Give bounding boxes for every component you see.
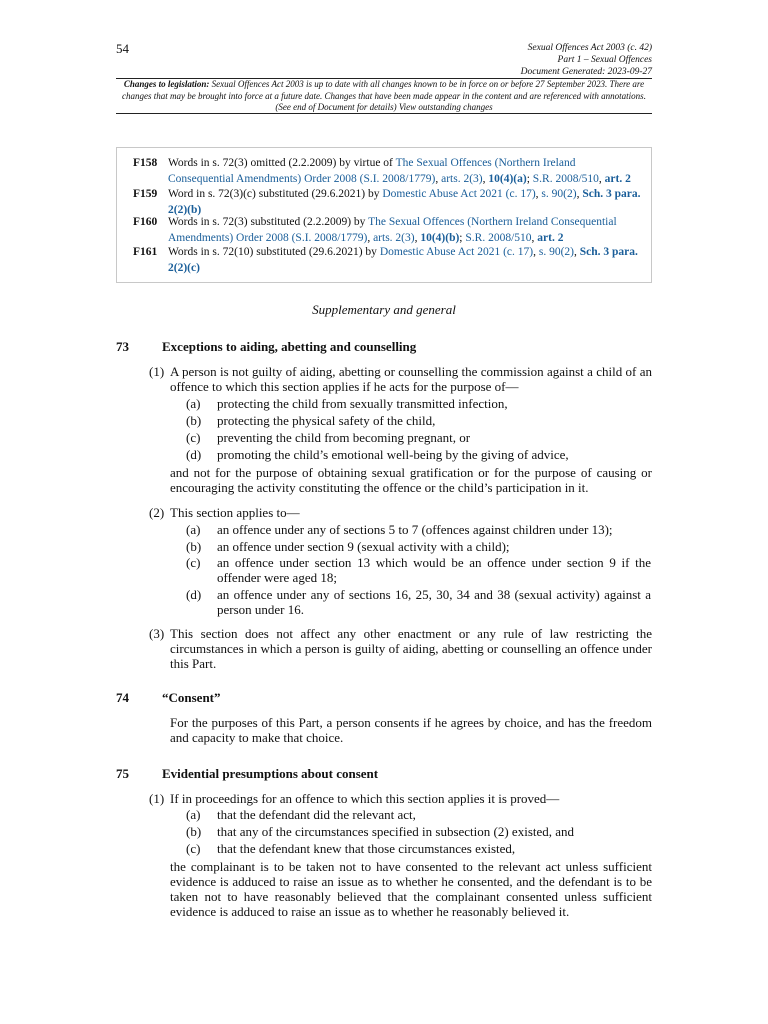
running-header — [521, 42, 652, 78]
annotation-run: ; — [459, 231, 466, 244]
changes-notice — [116, 79, 652, 114]
view-outstanding-changes-link[interactable]: View outstanding changes — [398, 102, 493, 112]
citation-link[interactable]: Sch. 3 para. 2(2)(c) — [168, 246, 638, 274]
annotation-text — [133, 187, 643, 218]
citation-link[interactable]: S.R. 2008/510 — [532, 172, 599, 185]
annotation-run: Words in s. 72(10) substituted (29.6.2021) by — [168, 246, 380, 258]
citation-link[interactable]: Domestic Abuse Act 2021 (c. 17) — [382, 188, 536, 200]
s73-1-item-text: promoting the child’s emotional well-being by the giving of advice, — [217, 447, 569, 462]
s75-subsection-1-tail: the complainant is to be taken not to have consented to the relevant act unless sufficient evidence is adduced to raise an issue as to whether he consented, and the defendant is to be taken not to have reasonably believed that the complainant consented unless sufficient evidence is adduced to raise an issue as to whether he reasonably believed it. — [170, 859, 652, 919]
annotation-text — [133, 215, 643, 246]
section-73-title: Exceptions to aiding, abetting and counselling — [162, 339, 417, 354]
s73-2-item-text: an offence under section 13 which would be an offence under section 9 if the offender were aged 18; — [217, 555, 651, 585]
section-74-number: 74 — [116, 690, 129, 705]
s73-1-item-letter: (a) — [186, 396, 201, 411]
notice-text: Sexual Offences Act 2003 is up to date with all changes known to be in force on or before 27 September 2023. There are changes that may be brought into force at a future date. Changes that have been made appear in the content and are referenced with annotations. (See end of Document for details) — [122, 79, 646, 112]
section-73-number: 73 — [116, 339, 129, 354]
citation-link[interactable]: art. 2 — [537, 231, 564, 244]
annotation-f161 — [133, 245, 643, 276]
s75-1-item-text: that the defendant knew that those circumstances existed, — [217, 841, 516, 856]
s75-1-item-text: that any of the circumstances specified in subsection (2) existed, and — [217, 824, 575, 839]
citation-link[interactable]: arts. 2(3) — [441, 172, 483, 185]
s73-1-item-text: protecting the physical safety of the child, — [217, 413, 436, 428]
annotation-run: , — [482, 172, 489, 185]
citation-link[interactable]: The Sexual Offences (Northern Ireland Consequential Amendments) Order 2008 (S.I. 2008/1779) — [168, 157, 576, 185]
s73-2-item-text: an offence under any of sections 5 to 7 (offences against children under 13); — [217, 522, 613, 537]
s73-2-item-text: an offence under section 9 (sexual activity with a child); — [217, 539, 510, 554]
annotation-run: , — [531, 231, 538, 244]
annotation-run: , — [574, 246, 580, 258]
annotation-code: F160 — [133, 216, 158, 228]
annotation-run: , — [576, 188, 583, 200]
part-title: Part 1 – Sexual Offences — [557, 55, 652, 65]
page-number: 54 — [116, 41, 129, 56]
annotation-code: F158 — [133, 157, 158, 169]
s75-subsection-1-number: (1) — [149, 791, 165, 806]
annotation-f160 — [133, 215, 643, 246]
annotation-f159 — [133, 187, 643, 218]
annotation-run: , — [435, 172, 442, 185]
annotation-run: , — [598, 172, 605, 185]
s73-subsection-1-number: (1) — [149, 364, 165, 379]
annotation-text — [133, 156, 643, 187]
s75-1-item-letter: (c) — [186, 841, 201, 856]
citation-link[interactable]: S.R. 2008/510 — [465, 231, 532, 244]
annotation-run: , — [367, 231, 374, 244]
act-title: Sexual Offences Act 2003 (c. 42) — [527, 43, 652, 53]
s73-subsection-2-text: This section applies to— — [170, 505, 300, 520]
citation-link[interactable]: art. 2 — [604, 172, 631, 185]
s73-1-item-letter: (d) — [186, 447, 202, 462]
citation-link[interactable]: Domestic Abuse Act 2021 (c. 17) — [379, 246, 534, 258]
annotation-code: F159 — [133, 188, 158, 200]
s73-subsection-3-number: (3) — [149, 626, 165, 641]
s75-subsection-1-text: If in proceedings for an offence to which this section applies it is proved— — [170, 791, 560, 806]
annotation-run: , — [414, 231, 421, 244]
annotation-run: ; — [526, 172, 533, 185]
annotation-f158 — [133, 156, 643, 187]
s73-2-item-letter: (d) — [186, 587, 202, 602]
s73-2-item-text: an offence under any of sections 16, 25, 30, 34 and 38 (sexual activity) against a person under 16. — [217, 587, 651, 617]
s73-subsection-1-tail: and not for the purpose of obtaining sexual gratification or for the purpose of causing or encouraging the activity constituting the offence or the child’s participation in it. — [170, 465, 652, 495]
s73-2-item-letter: (a) — [186, 522, 201, 537]
citation-link[interactable]: arts. 2(3) — [373, 231, 415, 244]
s73-subsection-1-text: A person is not guilty of aiding, abetting or counselling the commission against a child of an offence to which this section applies if he acts for the purpose of— — [170, 364, 652, 394]
citation-link[interactable]: The Sexual Offences (Northern Ireland Consequential Amendments) Order 2008 (S.I. 2008/1779) — [168, 216, 617, 244]
annotation-run: Words in s. 72(3) substituted (2.2.2009) by — [168, 216, 369, 228]
s73-2-item-letter: (c) — [186, 555, 201, 570]
section-75-number: 75 — [116, 766, 129, 781]
citation-link[interactable]: Sch. 3 para. 2(2)(b) — [168, 188, 641, 216]
s73-subsection-3-text: This section does not affect any other enactment or any rule of law restricting the circumstances in which a person is guilty of aiding, abetting or counselling an offence under this Part. — [170, 626, 652, 671]
citation-link[interactable]: 10(4)(b) — [420, 231, 460, 244]
citation-link[interactable]: s. 90(2) — [538, 246, 575, 258]
annotation-run: Word in s. 72(3)(c) substituted (29.6.2021) by — [168, 188, 383, 200]
section-75-title: Evidential presumptions about consent — [162, 766, 379, 781]
notice-rule — [116, 113, 652, 114]
annotation-code: F161 — [133, 246, 158, 258]
notice-label: Changes to legislation: — [123, 79, 210, 89]
s75-1-item-letter: (a) — [186, 807, 201, 822]
section-74-text: For the purposes of this Part, a person consents if he agrees by choice, and has the freedom and capacity to make that choice. — [170, 715, 652, 745]
s73-1-item-text: preventing the child from becoming pregnant, or — [217, 430, 471, 445]
s73-subsection-2-number: (2) — [149, 505, 165, 520]
annotations-box — [116, 147, 652, 283]
citation-link[interactable]: 10(4)(a) — [488, 172, 527, 185]
section-74-title: “Consent” — [162, 690, 221, 705]
s73-1-item-letter: (b) — [186, 413, 202, 428]
s75-1-item-letter: (b) — [186, 824, 202, 839]
group-heading: Supplementary and general — [312, 302, 456, 317]
s73-1-item-text: protecting the child from sexually transmitted infection, — [217, 396, 508, 411]
annotation-run: , — [533, 246, 539, 258]
annotation-text — [133, 245, 643, 276]
s73-2-item-letter: (b) — [186, 539, 202, 554]
s75-1-item-text: that the defendant did the relevant act, — [217, 807, 416, 822]
generated-date: Document Generated: 2023-09-27 — [520, 67, 652, 77]
s73-1-item-letter: (c) — [186, 430, 201, 445]
annotation-run: Words in s. 72(3) omitted (2.2.2009) by virtue of — [168, 157, 396, 169]
citation-link[interactable]: s. 90(2) — [541, 188, 577, 200]
annotation-run: , — [535, 188, 542, 200]
